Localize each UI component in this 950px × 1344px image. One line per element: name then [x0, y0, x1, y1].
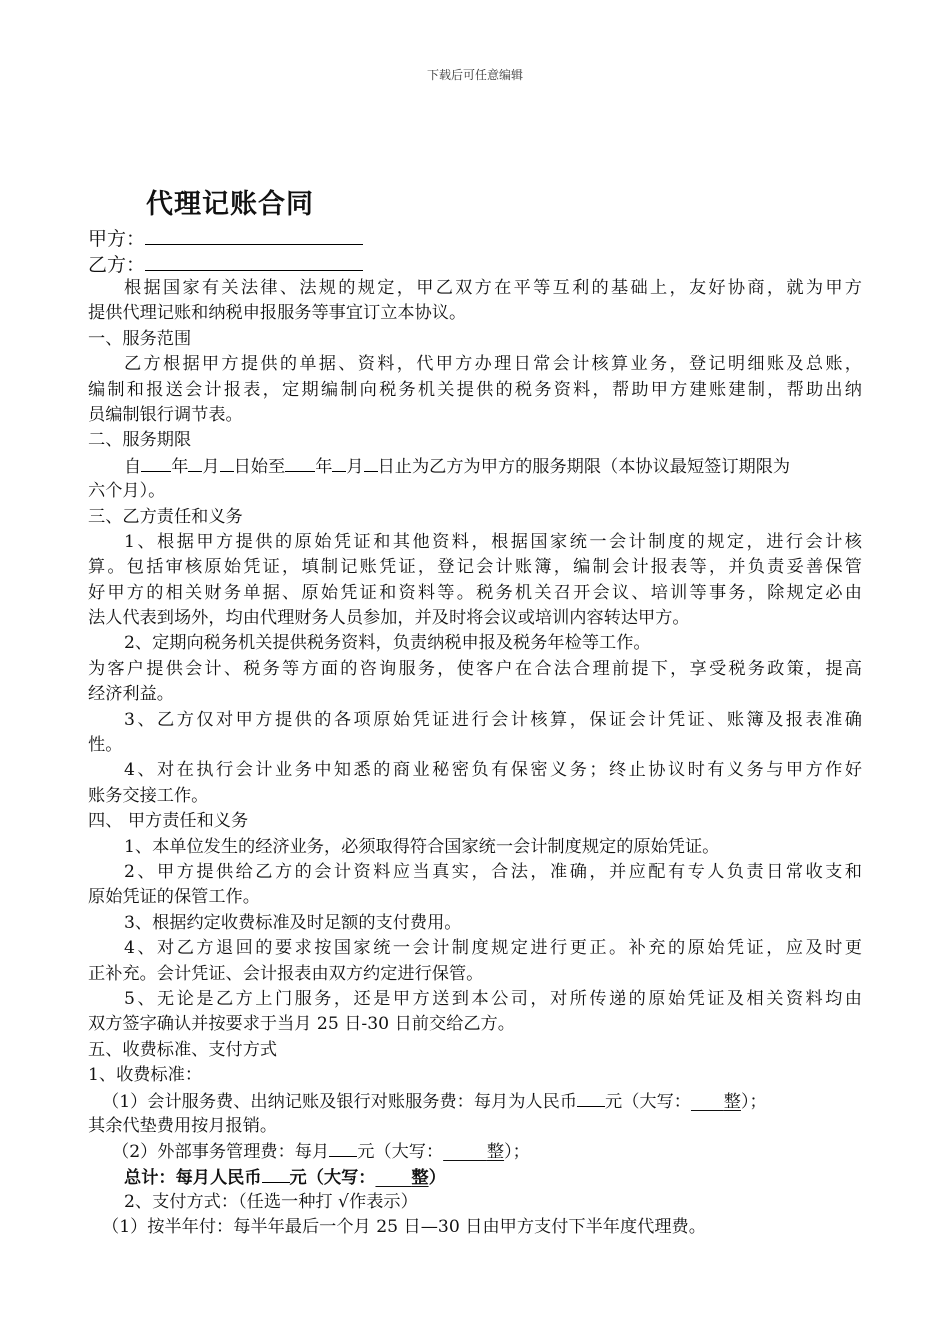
- fee-text: ）；: [504, 1142, 530, 1163]
- party-b-line: [88, 250, 862, 276]
- period-text: 月: [346, 456, 364, 477]
- fee-text: （2）外部事务管理费：每月: [112, 1142, 330, 1163]
- paragraph-line: 乙方根据甲方提供的单据、资料，代甲方办理日常会计核算业务，登记明细账及总账，: [124, 354, 862, 375]
- document-title: 代理记账合同: [146, 189, 314, 220]
- fee1-capital-blank[interactable]: 整: [723, 1091, 741, 1112]
- fee-text: 元（大写：: [357, 1142, 444, 1163]
- section-heading: 四、 甲方责任和义务: [88, 811, 249, 832]
- paragraph-line: 六个月）。: [88, 481, 166, 502]
- paragraph-line: 2、甲方提供给乙方的会计资料应当真实，合法，准确，并应配有专人负责日常收支和: [124, 861, 862, 882]
- paragraph-line: 2、定期向税务机关提供税务资料，负责纳税申报及税务年检等工作。: [124, 633, 651, 654]
- payment-option-line: （1）按半年付：每半年最后一个月 25 日—30 日由甲方支付下半年度代理费。: [102, 1217, 706, 1238]
- period-text: 年: [315, 456, 333, 477]
- start-year-blank[interactable]: [141, 454, 171, 472]
- service-period-line: [88, 454, 862, 479]
- fee-text: （1）会计服务费、出纳记账及银行对账服务费：每月为人民币: [102, 1091, 578, 1112]
- paragraph-line: 编制和报送会计报表，定期编制向税务机关提供的税务资料，帮助甲方建账建制，帮助出纳: [88, 379, 862, 400]
- end-day-blank[interactable]: [364, 454, 378, 472]
- paragraph-line: 性。: [88, 735, 123, 756]
- party-b-blank[interactable]: [145, 250, 363, 271]
- paragraph-line: 为客户提供会计、税务等方面的咨询服务，使客户在合法合理前提下，享受税务政策，提高: [88, 658, 862, 679]
- party-a-blank[interactable]: [145, 224, 363, 245]
- contract-body: [88, 224, 862, 1241]
- intro-line: 根据国家有关法律、法规的规定，甲乙双方在平等互利的基础上，友好协商，就为甲方: [124, 278, 862, 298]
- paragraph-line: 4、对乙方退回的要求按国家统一会计制度规定进行更正。补充的原始凭证，应及时更: [124, 938, 862, 959]
- period-text: 年: [171, 456, 189, 477]
- fee-line-1: [88, 1089, 862, 1114]
- end-month-blank[interactable]: [332, 454, 346, 472]
- party-b-label: 乙方：: [88, 254, 146, 276]
- paragraph-line: 经济利益。: [88, 684, 174, 705]
- paragraph-line: 好甲方的相关财务单据、原始凭证和资料等。税务机关召开会议、培训等事务，除规定必由: [88, 582, 862, 603]
- header-note: 下载后可任意编辑: [426, 68, 523, 82]
- total-amount-blank[interactable]: [262, 1165, 290, 1183]
- paragraph-line: 双方签字确认并按要求于当月 25 日-30 日前交给乙方。: [88, 1014, 515, 1035]
- paragraph-line: 1、根据甲方提供的原始凭证和其他资料，根据国家统一会计制度的规定，进行会计核: [124, 531, 862, 552]
- total-text: 总计：每月人民币: [124, 1167, 262, 1188]
- paragraph-line: 正补充。会计凭证、会计报表由双方约定进行保管。: [88, 963, 484, 984]
- fee1-amount-blank[interactable]: [577, 1089, 605, 1107]
- start-month-blank[interactable]: [188, 454, 202, 472]
- paragraph-line: 其余代垫费用按月报销。: [88, 1115, 278, 1136]
- payment-method-line: 2、支付方式：（任选一种打 √作表示）: [124, 1192, 418, 1213]
- paragraph-line: 4、对在执行会计业务中知悉的商业秘密负有保密义务；终止协议时有义务与甲方作好: [124, 760, 862, 781]
- party-a-label: 甲方：: [88, 228, 146, 250]
- paragraph-line: 法人代表到场外，均由代理财务人员参加，并及时将会议或培训内容转达甲方。: [88, 608, 690, 629]
- start-day-blank[interactable]: [220, 454, 234, 472]
- paragraph-line: 1、本单位发生的经济业务，必须取得符合国家统一会计制度规定的原始凭证。: [124, 836, 720, 857]
- total-capital-blank[interactable]: 整: [411, 1167, 429, 1188]
- total-text: ）: [428, 1167, 446, 1188]
- fee-line-2: [88, 1139, 862, 1164]
- intro-line: 提供代理记账和纳税申报服务等事宜订立本协议。: [88, 303, 467, 324]
- period-text: 自: [124, 456, 142, 477]
- section-heading: 二、服务期限: [88, 430, 192, 451]
- paragraph-line: 员编制银行调节表。: [88, 404, 243, 425]
- section-heading: 三、乙方责任和义务: [88, 506, 243, 527]
- paragraph-line: 3、乙方仅对甲方提供的各项原始凭证进行会计核算，保证会计凭证、账簿及报表准确: [124, 709, 862, 730]
- total-text: 元（大写：: [289, 1167, 376, 1188]
- paragraph-line: 3、根据约定收费标准及时足额的支付费用。: [124, 912, 462, 933]
- fee-text: ）；: [740, 1091, 767, 1112]
- paragraph-line: 原始凭证的保管工作。: [88, 887, 260, 908]
- fee-text: 元（大写：: [605, 1091, 691, 1112]
- end-year-blank[interactable]: [285, 454, 315, 472]
- period-text: 日止为乙方为甲方的服务期限（本协议最短签订期限为: [377, 456, 791, 477]
- total-fee-line: [88, 1165, 862, 1190]
- period-text: 月: [202, 456, 220, 477]
- sub-heading: 1、收费标准：: [88, 1065, 203, 1086]
- section-heading: 一、服务范围: [88, 328, 192, 349]
- fee2-capital-blank[interactable]: 整: [486, 1142, 505, 1163]
- paragraph-line: 算。包括审核原始凭证，填制记账凭证，登记会计账簿，编制会计报表等，并负责妥善保管: [88, 557, 862, 578]
- section-heading: 五、收费标准、支付方式: [88, 1039, 278, 1060]
- party-a-line: [88, 224, 862, 250]
- period-text: 日始至: [233, 456, 286, 477]
- paragraph-line: 5、无论是乙方上门服务，还是甲方送到本公司，对所传递的原始凭证及相关资料均由: [124, 988, 862, 1009]
- paragraph-line: 账务交接工作。: [88, 785, 209, 806]
- fee2-amount-blank[interactable]: [329, 1139, 357, 1157]
